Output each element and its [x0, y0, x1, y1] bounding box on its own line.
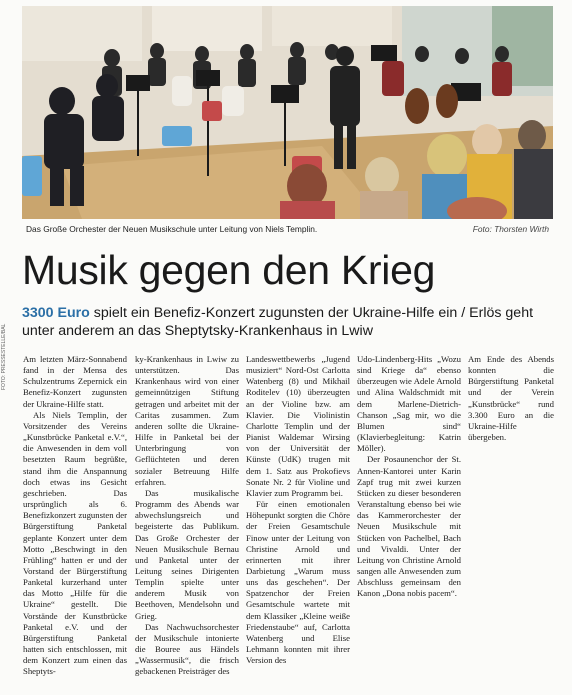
paragraph: Am letzten März-Sonnabend fand in der Mensa des Schulzentrums Zepernick ein Benefiz-Konzert zugunsten der Ukraine-Hilfe statt.: [23, 354, 127, 409]
paragraph: Udo-Lindenberg-Hits „Wozu sind Kriege da“ ebenso überzeugen wie Adele Arnold und Alina Waldschmidt mit dem Marlene-Dietrich-Chanson „Sag mir, wo die Blumen sind“ (Klavierbegleitung: Katrin Möller).: [357, 354, 461, 454]
orchestra-photo: [22, 6, 553, 219]
article-column-1: [23, 354, 127, 678]
paragraph: Für einen emotionalen Höhepunkt sorgten die Chöre der Freien Gesamtschule Finow unter der Leitung von Christine Arnold und erinnerten mit ihrer Darbietung „Warum muss uns das geschehen“. Der Spatzenchor der Freien Gesamtschule wartete mit dem Klassiker „Kleine weiße Friedenstaube“ auf, Carlotta Watenberg und Elise Lehmann konnten mit ihrer Version des: [246, 499, 350, 666]
article-column-2: [135, 354, 239, 678]
photo-credit: Foto: Thorsten Wirth: [472, 224, 549, 234]
paragraph: Das Nachwuchsorchester der Musikschule intonierte die Bouree aus Händels „Wassermusik“, die frisch gebackenen Preisträger des: [135, 621, 239, 677]
paragraph: Landeswettbewerbs „Jugend musiziert“ Nord-Ost Carlotta Watenberg (8) und Mikhail Roditelev (10) überzeugten an der Violine bzw. am Klavier. Die Violinistin Charlotte Templin und der Pianist Waldemar Wirsing von der Universität der Künste (UdK) trugen mit dem 1. Satz aus Prokofievs Sonate Nr. 2 für Violine und Klavier zum Programm bei.: [246, 354, 350, 498]
paragraph: Am Ende des Abends konnten die Bürgerstiftung Panketal und der Verein „Kunstbrücke“ rund 3.300 Euro an die Ukraine-Hilfe übergeben.: [468, 354, 554, 443]
photo-caption: Das Große Orchester der Neuen Musikschule unter Leitung von Niels Templin.: [26, 224, 318, 234]
article-column-4: [357, 354, 461, 599]
article-headline: Musik gegen den Krieg: [22, 247, 436, 293]
subhead-text: spielt ein Benefiz-Konzert zugunsten der Ukraine-Hilfe ein / Erlös geht unter anderem an das Sheptytsky-Krankenhaus in Lwiw: [22, 305, 534, 339]
article-subhead: [22, 304, 553, 340]
paragraph: ky-Krankenhaus in Lwiw zu unterstützen. Das Krankenhaus wird von einer gemeinnützigen Stiftung getragen und arbeitet mit der Caritas zusammen. Zum anderen sollte die Ukraine-Hilfe in Panketal bei der Unterbringung von Geflüchteten und deren sozialer Betreuung Hilfe erfahren.: [135, 354, 239, 487]
subhead-amount: 3300 Euro: [22, 305, 90, 321]
paragraph: Als Niels Templin, der Vorsitzender des Vereins „Kunstbrücke Panketal e.V.“, die Anwesenden in dem voll besetzten Raum begrüßte, stand ihm die Anspannung doch etwas ins Gesicht geschrieben. Das ursprünglich als 6. Benefizkonzert zugunsten der Bürgerstiftung Panketal geplante Konzert unter dem Motto „Beschwingt in den Frühling“ hatten er und der Vorstand der Bürgerstiftung Panketal kurzerhand unter das Motto „Hilfe für die Ukraine“ gestellt. Die Vorstände der Kunstbrücke Panketal e.V. und der Bürgerstiftung Panketal hatten sich entschlossen, mit dem Konzert zum einen das Sheptyts-: [23, 409, 127, 677]
article-column-5: [468, 354, 554, 443]
photo-caption-bar: [22, 223, 553, 237]
paragraph: Das musikalische Programm des Abends war abwechslungsreich und begeisterte das Publikum. Das Große Orchester der Neuen Musikschule Bernau und Panketal unter der Leitung seines Dirigenten Templin spielte unter anderem Musik von Beethoven, Mendelsohn und Grieg.: [135, 487, 239, 621]
article-column-3: [246, 354, 350, 666]
side-photo-credit: FOTO: PRESSESTELLE/BAL: [1, 323, 7, 390]
paragraph: Der Posaunenchor der St. Annen-Kantorei unter Karin Zapf trug mit zwei kurzen Stücken zu dieser besonderen Veranstaltung ebenso bei wie das Kammerorchester der Neuen Musikschule mit Stücken von Pachelbel, Bach und Vivaldi. Unter der Leitung von Christine Arnold sangen alle Anwesenden zum Abschluss gemeinsam den Kanon „Dona nobis pacem“.: [357, 454, 461, 599]
